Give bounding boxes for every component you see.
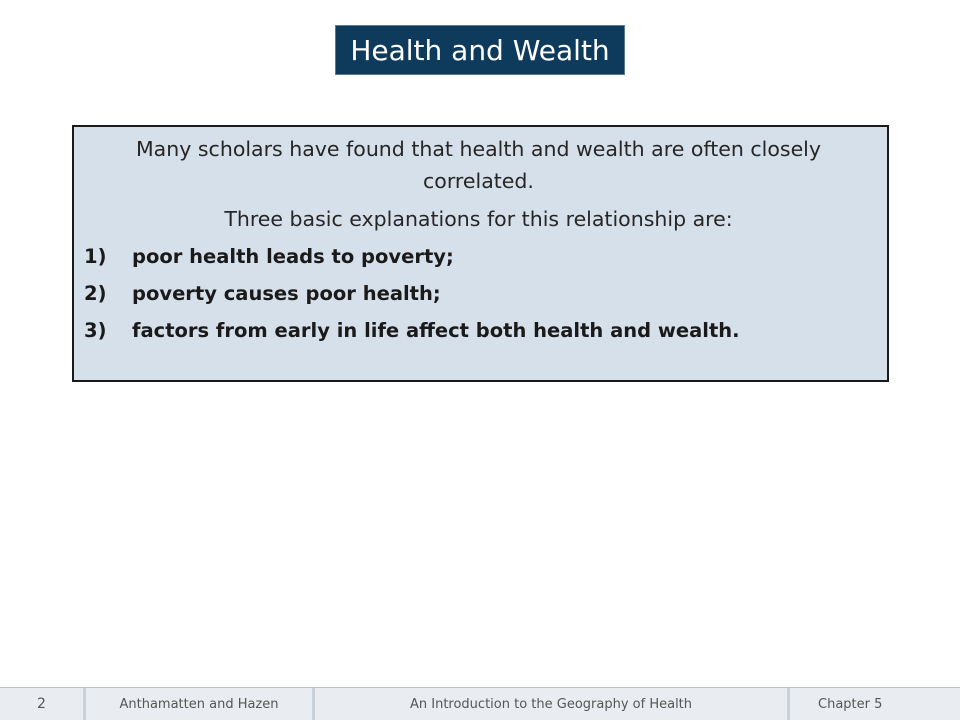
intro-text: Many scholars have found that health and wealth are often closely correlated. <box>135 137 822 193</box>
explanation-list <box>84 241 873 346</box>
explanation-text: poor health leads to poverty; <box>132 245 454 268</box>
slide-title-box <box>335 25 625 75</box>
explanation-item <box>84 241 873 272</box>
explanation-number: 1) <box>84 245 107 268</box>
slide-title: Health and Wealth <box>350 33 610 67</box>
explanation-number: 3) <box>84 319 107 342</box>
slide-footer <box>0 687 960 720</box>
footer-chapter: Chapter 5 <box>818 696 883 712</box>
footer-authors: Anthamatten and Hazen <box>86 688 315 720</box>
explanation-item <box>84 278 873 309</box>
explanation-text: factors from early in life affect both health and wealth. <box>132 319 740 342</box>
page-number: 2 <box>0 688 86 720</box>
explanation-item <box>84 315 873 346</box>
content-box <box>72 125 889 382</box>
lead-text: Three basic explanations for this relationship are: <box>224 207 733 231</box>
explanation-text: poverty causes poor health; <box>132 282 441 305</box>
explanation-number: 2) <box>84 282 107 305</box>
footer-book-title: An Introduction to the Geography of Health <box>315 688 790 720</box>
